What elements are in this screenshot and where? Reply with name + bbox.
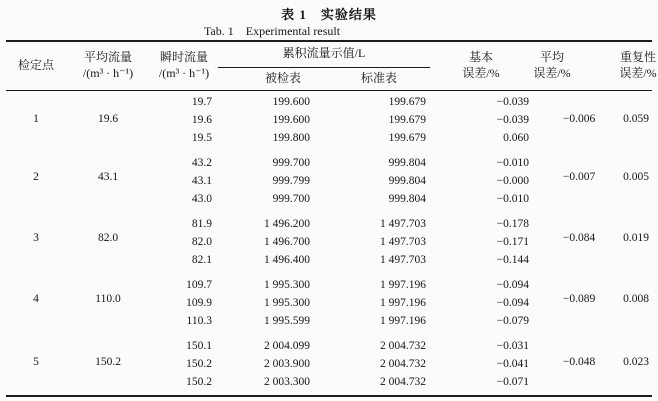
group-4 [6, 269, 652, 330]
cell-inst-flow: 19.6 [191, 113, 212, 126]
cell-mean-error: −0.084 [562, 232, 596, 244]
cell-tested: 1 496.200 [264, 217, 310, 230]
cell-inst-flow: 19.7 [191, 95, 212, 108]
header-mean-error-lines [533, 50, 570, 81]
cell-basic-error: −0.171 [496, 235, 530, 248]
cell-tested: 999.700 [272, 192, 310, 205]
cell-mean-error: −0.006 [562, 112, 596, 125]
header-repeat-error-line2: 误差/% [619, 65, 657, 80]
cell-standard: 1 997.196 [380, 278, 427, 291]
cell-repeat-error: 0.059 [623, 112, 649, 125]
group-5 [6, 330, 652, 396]
cell-mean-error: −0.048 [562, 356, 596, 368]
cell-tested: 2 003.900 [264, 357, 310, 370]
header-avg-flow-line1: 平均流量 [83, 50, 132, 65]
cell-inst-flow: 109.9 [186, 296, 212, 309]
header-inst-flow-line2: /(m³ · h⁻¹) [158, 65, 210, 80]
cell-tested: 999.700 [272, 156, 310, 169]
cell-tested: 1 496.400 [264, 253, 310, 266]
cell-basic-error: −0.094 [496, 278, 530, 291]
table-title-cn: 表 1 实验结果 [281, 7, 377, 22]
group-1 [6, 90, 652, 147]
cell-standard: 999.804 [388, 192, 427, 205]
cell-repeat-error: 0.023 [623, 356, 649, 368]
cell-tested: 1 995.599 [264, 314, 310, 327]
cell-repeat-error: 0.005 [623, 171, 649, 183]
cell-inst-flow: 150.1 [186, 339, 212, 352]
cell-tested: 999.799 [272, 174, 310, 187]
cell-inst-flow: 19.5 [191, 131, 212, 144]
cell-avg-flow: 43.1 [97, 171, 119, 183]
cell-standard: 199.679 [388, 113, 427, 126]
header-tested-meter: 被检表 [264, 70, 301, 85]
cell-tested: 2 003.300 [264, 375, 310, 388]
cell-standard: 1 497.703 [380, 217, 427, 230]
cell-standard: 1 497.703 [380, 235, 427, 248]
cell-repeat-error: 0.008 [623, 293, 649, 305]
cell-basic-error: −0.000 [496, 174, 530, 187]
group-2 [6, 147, 652, 208]
cell-mean-error: −0.007 [562, 171, 596, 183]
header-inst-flow-lines [159, 50, 209, 81]
cell-mean-error: −0.089 [562, 293, 596, 305]
cell-point: 2 [33, 171, 39, 183]
table-row [6, 147, 652, 172]
cell-standard: 199.679 [388, 95, 427, 108]
cell-tested: 199.800 [272, 131, 310, 144]
cell-standard: 2 004.732 [380, 339, 427, 352]
cell-inst-flow: 43.1 [191, 174, 212, 187]
header-basic-error [430, 41, 532, 90]
cell-basic-error: 0.060 [503, 131, 530, 144]
header-basic-error-line2: 误差/% [462, 65, 500, 80]
cell-point: 1 [33, 112, 39, 125]
cell-inst-flow: 150.2 [186, 357, 212, 370]
header-avg-flow [66, 41, 150, 90]
cell-avg-flow: 150.2 [95, 356, 121, 368]
cell-standard: 999.804 [388, 156, 427, 169]
cell-tested: 1 995.300 [264, 296, 310, 309]
header-repeat-error [612, 41, 657, 90]
cell-standard: 2 004.732 [380, 357, 427, 370]
header-basic-error-line1: 基本 [469, 50, 494, 65]
header-avg-flow-lines [83, 50, 133, 81]
cell-basic-error: −0.094 [496, 296, 530, 309]
cell-inst-flow: 150.2 [186, 375, 212, 388]
header-mean-error-line1: 平均 [540, 50, 565, 65]
header-basic-error-lines [462, 50, 499, 81]
cell-tested: 199.600 [272, 113, 310, 126]
cell-basic-error: −0.010 [496, 192, 530, 205]
header-mean-error [532, 41, 612, 90]
cell-tested: 1 496.700 [264, 235, 310, 248]
cell-inst-flow: 82.0 [191, 235, 212, 248]
cell-inst-flow: 110.3 [186, 314, 212, 327]
header-inst-flow [150, 41, 218, 90]
header-row-1 [6, 41, 652, 67]
cell-basic-error: −0.041 [496, 357, 530, 370]
cell-tested: 1 995.300 [264, 278, 310, 291]
cell-basic-error: −0.071 [496, 375, 530, 388]
cell-point: 5 [33, 356, 39, 368]
cell-inst-flow: 82.1 [191, 253, 212, 266]
experimental-results-table [6, 40, 657, 397]
header-repeat-error-line1: 重复性 [620, 50, 657, 65]
cell-point: 4 [33, 293, 39, 305]
cell-inst-flow: 81.9 [191, 217, 212, 230]
cell-repeat-error: 0.019 [623, 232, 649, 244]
cell-basic-error: −0.010 [496, 156, 530, 169]
header-mean-error-line2: 误差/% [533, 65, 571, 80]
header-inst-flow-line1: 瞬时流量 [159, 50, 208, 65]
header-avg-flow-line2: /(m³ · h⁻¹) [82, 65, 134, 80]
cell-avg-flow: 19.6 [97, 112, 119, 125]
group-3 [6, 208, 652, 269]
table-row [6, 269, 652, 294]
cell-basic-error: −0.144 [496, 253, 530, 266]
header-standard-meter: 标准表 [361, 70, 398, 85]
cell-inst-flow: 43.2 [191, 156, 212, 169]
cell-avg-flow: 110.0 [95, 293, 121, 305]
header-cumulative-flow: 累积流量示值/L [218, 41, 430, 67]
cell-standard: 1 997.196 [380, 314, 427, 327]
cell-tested: 199.600 [272, 95, 310, 108]
cell-standard: 1 497.703 [380, 253, 427, 266]
cell-basic-error: −0.039 [496, 95, 530, 108]
cell-tested: 2 004.099 [264, 339, 310, 352]
cell-basic-error: −0.031 [496, 339, 530, 352]
cell-standard: 199.679 [388, 131, 427, 144]
cell-standard: 2 004.732 [380, 375, 427, 388]
table-row [6, 90, 652, 111]
cell-basic-error: −0.178 [496, 217, 530, 230]
header-repeat-error-lines [619, 50, 656, 81]
table-title-en: Tab. 1 Experimental result [203, 24, 341, 38]
cell-basic-error: −0.079 [496, 314, 530, 327]
cell-inst-flow: 109.7 [186, 278, 212, 291]
table-row [6, 330, 652, 355]
cell-point: 3 [33, 232, 39, 244]
cell-standard: 1 997.196 [380, 296, 427, 309]
cell-inst-flow: 43.0 [191, 192, 212, 205]
header-point: 检定点 [17, 57, 54, 72]
cell-avg-flow: 82.0 [97, 232, 119, 244]
cell-standard: 999.804 [388, 174, 427, 187]
table-header [6, 41, 657, 90]
table-row [6, 208, 652, 233]
cell-basic-error: −0.039 [496, 113, 530, 126]
